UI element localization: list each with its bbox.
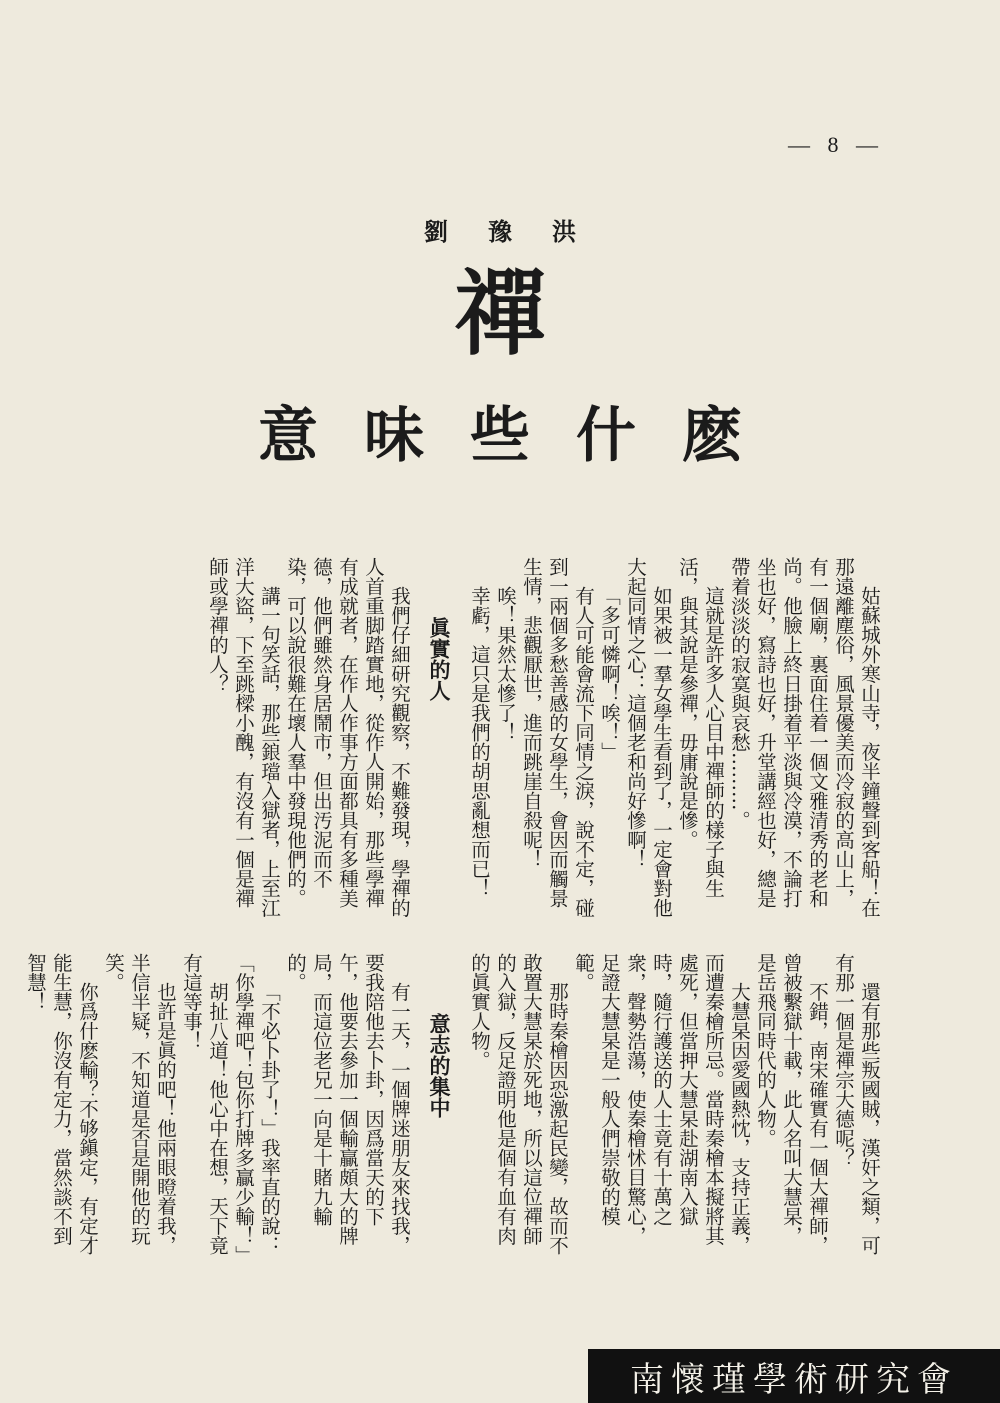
paragraph: 那時秦檜因恐激起民變，故而不敢置大慧杲於死地，所以這位禪師的入獄，反足證明他是個有血有肉的眞實人物。 (468, 953, 569, 1256)
article-text-bottom (24, 953, 882, 1265)
paragraph: 「多可憐啊！唉！」 (598, 586, 621, 762)
paragraph: 大慧杲因愛國熱忱，支持正義，而遭秦檜所忌。當時秦檜本擬將其處死，但當押大慧杲赴湖南入獄時，隨行護送的人士竟有十萬之衆，聲勢浩蕩，使秦檜怵目驚心，足證大慧杲是一般人們崇敬的模範。 (572, 953, 751, 1256)
paragraph: 「不必卜卦了！」我率直的說：「你學禪吧！包你打牌多贏少輸！」 (232, 953, 281, 1265)
paragraph: 胡扯八道！他心中在想，天下竟有這等事！ (180, 953, 229, 1256)
paragraph: 有人可能會流下同情之淚，說不定，碰到一兩個多愁善感的女學生，會因而觸景生情，悲觀厭世，進而跳崖自殺呢！ (520, 557, 595, 918)
paragraph: 幸虧，這只是我們的胡思亂想而已！ (468, 586, 491, 899)
section-heading: 意志的集中 (427, 1013, 452, 1118)
paragraph: 也許是眞的吧！他兩眼瞪着我，半信半疑，不知道是否是開他的玩笑。 (102, 953, 177, 1256)
paragraph: 唉！果然太慘了！ (494, 586, 517, 743)
paragraph: 我們仔細研究觀察，不難發現，學禪的人首重脚踏實地，從作人開始，那些學禪有成就者，在作人作事方面都具有多種美德，他們雖然身居鬧市，但出汚泥而不染，可以說很難在壞人羣中發現他們的。 (284, 557, 411, 918)
paragraph: 講一句笑話，那些鋃璫入獄者，上至江洋大盜，下至跳樑小醜，有沒有一個是禪師或學禪的人？ (206, 557, 281, 918)
watermark-logo: 南懷瑾學術研究會 (588, 1349, 1000, 1403)
paragraph: 這就是許多人心目中禪師的樣子與生活，與其說是參禪，毋庸說是慘。 (676, 557, 725, 899)
paragraph: 你爲什麽輸？不够鎭定，有定才能生慧，你沒有定力，當然談不到智慧！ (24, 953, 99, 1256)
paragraph: 如果被一羣女學生看到了，一定會對他大起同情之心：這個老和尚好慘啊！ (624, 557, 673, 918)
section-heading: 眞實的人 (427, 617, 452, 701)
paragraph: 有一天，一個牌迷朋友來找我，要我陪他去卜卦，因爲當天的下午，他要去參加一個輸贏頗大的牌局，而這位老兄一向是十賭九輸的。 (284, 953, 411, 1256)
article-subtitle: 意味些什麽 (258, 401, 788, 471)
page-number: — 8 — (788, 132, 884, 157)
article-author: 劉豫洪 (424, 217, 616, 246)
paragraph: 不錯，南宋確實有一個大禪師，曾被繫獄十載，此人名叫大慧杲，是岳飛同時代的人物。 (754, 953, 829, 1256)
article-title: 禪 (453, 260, 546, 368)
paragraph: 還有那些叛國賊，漢奸之類，可有那一個是禪宗大德呢？ (832, 953, 881, 1256)
article-text-top (110, 557, 882, 927)
paragraph: 姑蘇城外寒山寺，夜半鐘聲到客船！在那遠離塵俗，風景優美而冷寂的高山上，有一個廟，裏面住着一個文雅清秀的老和尚。他臉上終日掛着平淡與冷漠，不論打坐也好，寫詩也好，升堂講經也好，總是帶着淡淡的寂寞與哀愁………。 (728, 557, 881, 918)
